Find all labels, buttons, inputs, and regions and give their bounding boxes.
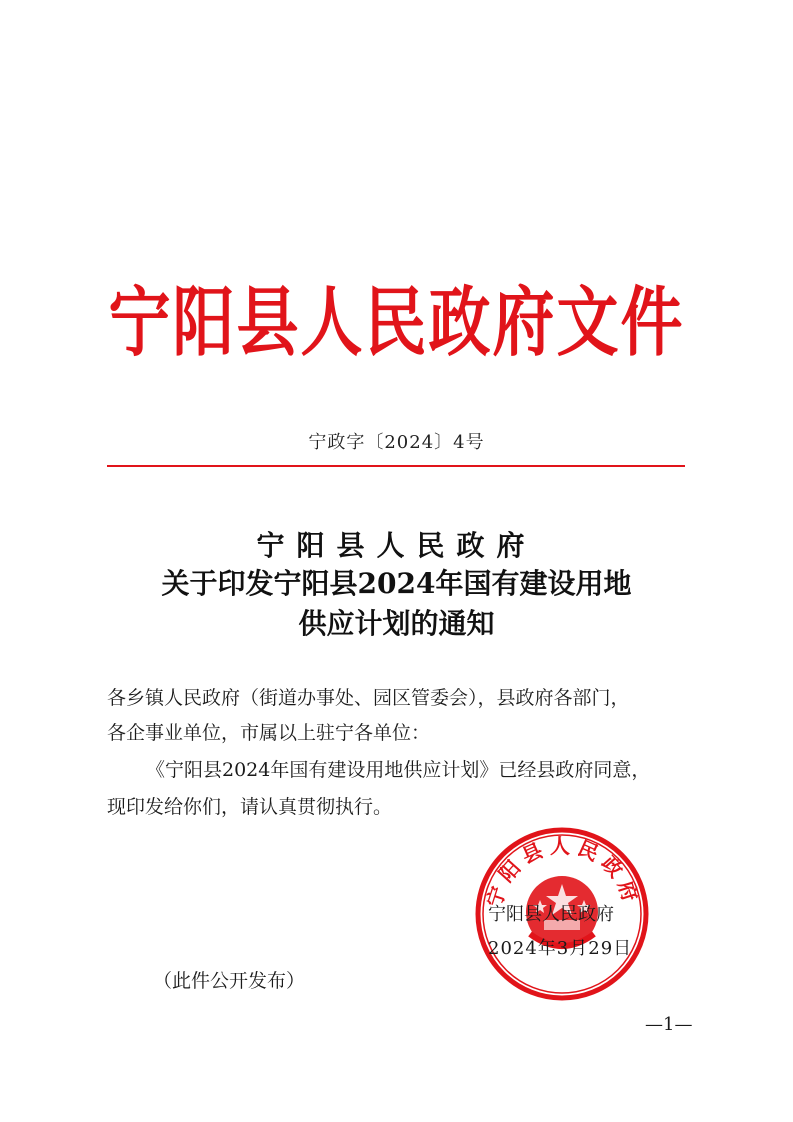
page-number: —1— xyxy=(645,1014,693,1035)
body-paragraph-line-2: 现印发给你们，请认真贯彻执行。 xyxy=(107,796,393,818)
title-issuer: 宁阳县人民政府 xyxy=(256,529,537,562)
publication-note: （此件公开发布） xyxy=(153,970,306,992)
document-number: 宁政字〔2024〕4号 xyxy=(308,432,485,453)
title-line-2: 关于印发宁阳县2024年国有建设用地 xyxy=(161,567,632,600)
recipients-line-2: 各企事业单位，市属以上驻宁各单位： xyxy=(107,722,431,744)
title-line-3: 供应计划的通知 xyxy=(298,607,495,640)
signature-date: 2024年3月29日 xyxy=(488,938,633,959)
document-masthead: 宁阳县人民政府文件 xyxy=(108,277,685,367)
recipients-line-1: 各乡镇人民政府（街道办事处、园区管委会），县政府各部门， xyxy=(107,687,630,709)
body-paragraph-line-1: 《宁阳县2024年国有建设用地供应计划》已经县政府同意， xyxy=(146,759,651,781)
signature-organization: 宁阳县人民政府 xyxy=(488,904,614,925)
seal-text: 宁阳县人民政府 xyxy=(481,833,645,910)
red-divider-line xyxy=(107,465,685,467)
